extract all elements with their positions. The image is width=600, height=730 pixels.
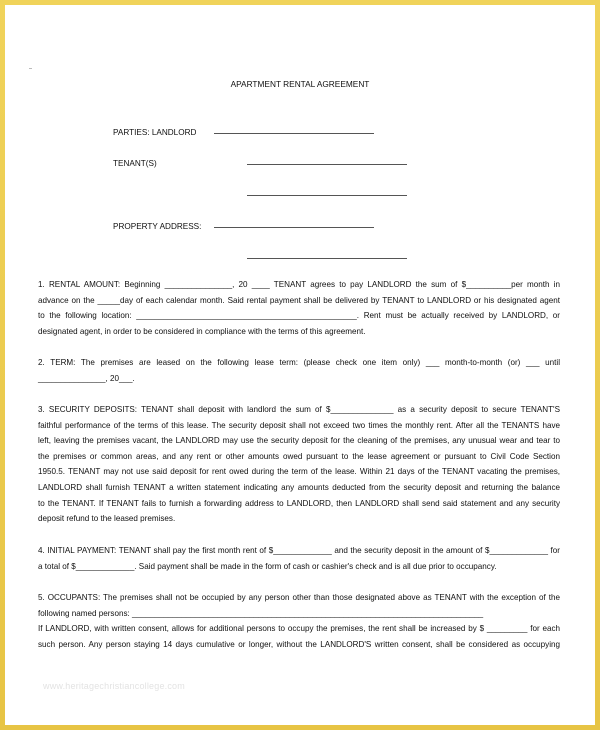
term-line: 2. TERM: The premises are leased on the following lease term: (please check one item only) ___ month-to-month (or) ___ until [38,358,560,367]
section-rental-amount [38,277,560,339]
rental-amount-line: to the following location: _________________________________________________. Rent must be actually received by LANDLORD, or [38,311,560,321]
security-deposits-line: faithful performance of the terms of this lease. The security deposit shall not exceed two times the monthly rent. After all the TENANTS have [38,420,560,430]
landlord-name-line[interactable] [214,133,374,134]
watermark-text: www.heritagechristiancollege.com [43,681,185,691]
term-line: _______________, 20___. [38,373,135,383]
document-title: APARTMENT RENTAL AGREEMENT [230,79,370,89]
occupants-line: 5. OCCUPANTS: The premises shall not be occupied by any person other than those designated above as TENANT with the exception of the [38,593,560,602]
rental-amount-line: advance on the _____day of each calendar month. Said rental payment shall be delivered by TENANT to LANDLORD or his designated agent [38,295,560,305]
tenant-name-line-1[interactable] [247,164,407,165]
page-mark [29,68,32,69]
security-deposits-line: LANDLORD shall furnish TENANT a written statement indicating any amounts deducted from the security deposit and returning the balance [38,482,560,492]
security-deposits-line: to the TENANT. If TENANT fails to furnish a forwarding address to LANDLORD, then LANDLORD shall send said statement and any security [38,498,560,508]
parties-landlord-label: PARTIES: LANDLORD [113,128,197,137]
initial-payment-line: 4. INITIAL PAYMENT: TENANT shall pay the first month rent of $_____________ and the security deposit in the amount of $_____________ for [38,546,560,555]
tenant-name-line-2[interactable] [247,195,407,196]
section-security-deposits [38,402,560,527]
security-deposits-line: the premises or common areas, and any rent or other amounts owed pursuant to the lease agreement or pursuant to Civil Code Section [38,451,560,461]
rental-amount-line: designated agent, in order to be considered in compliance with the terms of this agreement. [38,326,366,336]
security-deposits-line: 1950.5. TENANT may not use said deposit for rent owed during the term of the lease. Within 21 days of the TENANT vacating the premises, [38,467,560,477]
section-term [38,355,560,386]
tenants-label: TENANT(S) [113,159,157,168]
section-initial-payment [38,543,560,574]
property-address-label: PROPERTY ADDRESS: [113,222,202,231]
security-deposits-line: 3. SECURITY DEPOSITS: TENANT shall deposit with landlord the sum of $______________ as a security deposit to secure TENANT'S [38,405,560,414]
document-page [5,5,595,725]
property-address-line-2[interactable] [247,258,407,259]
initial-payment-line: a total of $_____________. Said payment shall be made in the form of cash or cashier's check and is all due prior to occupancy. [38,561,497,571]
section-occupants [38,590,560,652]
occupants-line: such person. Any person staying 14 days cumulative or longer, without the LANDLORD'S written consent, shall be considered as occupying [38,639,560,649]
rental-amount-line: 1. RENTAL AMOUNT: Beginning _______________, 20 ____ TENANT agrees to pay LANDLORD the sum of $__________per month in [38,280,560,289]
occupants-line: If LANDLORD, with written consent, allows for additional persons to occupy the premises, the rent shall be increased by $ _________ for each [38,624,560,634]
security-deposits-line: left, leaving the premises vacant, the LANDLORD may use the security deposit for the cleaning of the premises, any unusual wear and tear to [38,436,560,446]
security-deposits-line: deposit refund to the leased premises. [38,514,176,524]
occupants-line: following named persons: ______________________________________________________________________________ [38,608,484,618]
property-address-line-1[interactable] [214,227,374,228]
